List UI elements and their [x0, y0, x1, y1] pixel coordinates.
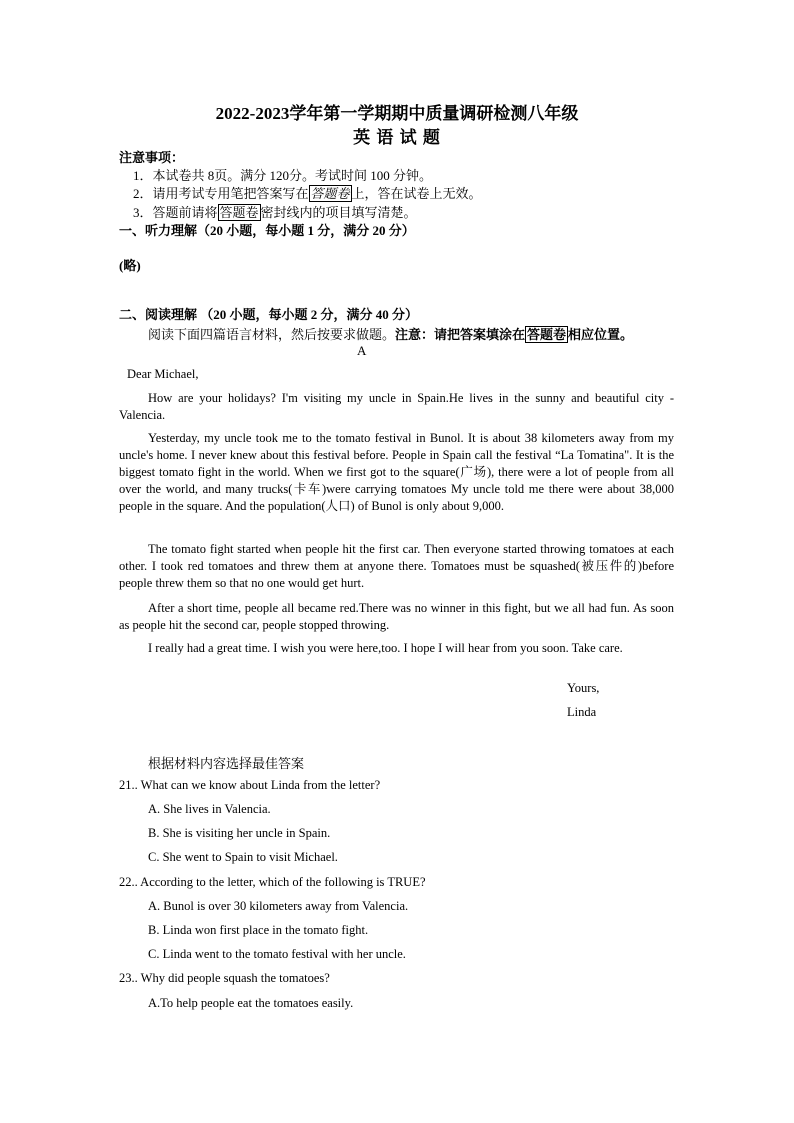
question-22-option-c: C. Linda went to the tomato festival with her uncle.: [148, 947, 406, 961]
question-21-option-b: B. She is visiting her uncle in Spain.: [148, 826, 331, 840]
section2-instruction-a: 阅读下面四篇语言材料，然后按要求做题。: [148, 327, 396, 342]
notes-heading: 注意事项：: [119, 150, 185, 165]
notes-item-3-text-b: 密封线内的项目填写清楚。: [260, 205, 417, 220]
answer-sheet-box: 答题卷: [527, 327, 567, 342]
question-23: 23.. Why did people squash the tomatoes?: [119, 971, 330, 985]
notes-item-2-text-a: 2．请用考试专用笔把答案写在: [133, 186, 309, 201]
notes-item-2-text-b: 上，答在试卷上无效。: [351, 186, 482, 201]
letter-closing: Yours,: [567, 681, 600, 695]
questions-instruction: 根据材料内容选择最佳答案: [148, 756, 305, 771]
question-22: 22.. According to the letter, which of the following is TRUE?: [119, 875, 426, 889]
notes-item-3-text-a: 3．答题前请将: [133, 205, 218, 220]
letter-paragraph-4: After a short time, people all became red.There was no winner in this fight, but we all had fun. As soon as people hit the second car, people stopped throwing.: [119, 601, 674, 632]
answer-sheet-box: 答题卷: [310, 186, 350, 201]
passage-label: A: [357, 343, 367, 358]
question-22-option-b: B. Linda won first place in the tomato fight.: [148, 923, 369, 937]
section1-note: (略): [119, 258, 141, 273]
notes-item-3: [133, 202, 417, 221]
section2-instruction-c: 相应位置。: [568, 327, 634, 342]
letter-paragraph-3: The tomato fight started when people hit the first car. Then everyone started throwing tomatoes at each other. I took red tomatoes and threw them at anyone there. Tomatoes must be squashed(被压件的)before people threw them so that no one would get hurt.: [119, 542, 674, 590]
exam-title: 2022-2023学年第一学期期中质量调研检测八年级: [215, 104, 579, 123]
question-23-option-a: A.To help people eat the tomatoes easily.: [148, 996, 354, 1010]
question-22-option-a: A. Bunol is over 30 kilometers away from Valencia.: [148, 899, 409, 913]
letter-signature: Linda: [567, 705, 597, 719]
notes-item-1: 1．本试卷共 8页。满分 120分。考试时间 100 分钟。: [133, 168, 433, 183]
question-21-option-c: C. She went to Spain to visit Michael.: [148, 850, 338, 864]
question-21-option-a: A. She lives in Valencia.: [148, 802, 271, 816]
exam-subtitle: 英 语 试 题: [353, 128, 441, 147]
section2-heading: 二、阅读理解 （20 小题，每小题 2 分，满分 40 分）: [119, 307, 419, 322]
answer-sheet-box: 答题卷: [219, 205, 259, 220]
section2-instruction: [148, 324, 633, 343]
notes-item-2: [133, 183, 482, 202]
letter-paragraph-2: Yesterday, my uncle took me to the tomato festival in Bunol. It is about 38 kilometers away from my uncle's home. I never knew about this festival before. People in Spain call the festival “La Tomatina". It is the biggest tomato fight in the world. When we first got to the square(广场), there were a lot of people from all over the world, and many trucks(卡车)were carrying tomatoes My uncle told me there were about 38,000 people in the square. And the population(人口) of Bunol is only about 9,000.: [119, 431, 674, 513]
section2-instruction-b: 注意：请把答案填涂在: [395, 327, 526, 342]
letter-paragraph-1: How are your holidays? I'm visiting my uncle in Spain.He lives in the sunny and beautiful city -Valencia.: [119, 391, 674, 422]
section1-heading: 一、听力理解（20 小题，每小题 1 分，满分 20 分）: [119, 223, 415, 238]
letter-paragraph-5: I really had a great time. I wish you were here,too. I hope I will hear from you soon. Take care.: [148, 641, 623, 655]
letter-greeting: Dear Michael,: [127, 367, 199, 381]
question-21: 21.. What can we know about Linda from the letter?: [119, 778, 381, 792]
